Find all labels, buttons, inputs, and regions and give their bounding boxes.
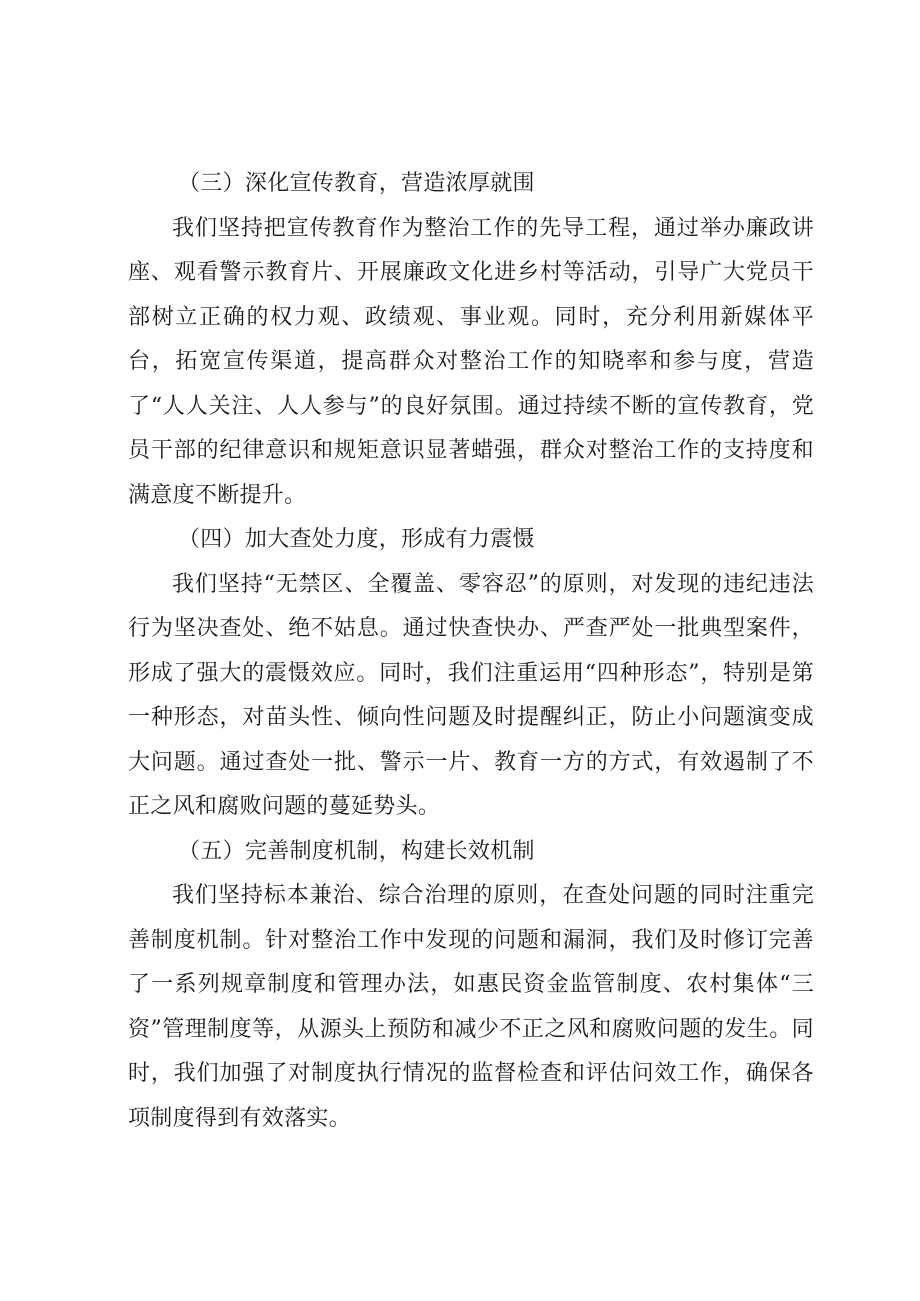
section-paragraph-4: 我们坚持“无禁区、全覆盖、零容忍”的原则，对发现的违纪违法行为坚决查处、绝不姑息。通过快查快办、严查严处一批典型案件，形成了强大的震慑效应。同时，我们注重运用“四种形态”，特别是第一种形态，对苗头性、倾向性问题及时提醒纠正，防止小问题演变成大问题。通过查处一批、警示一片、教育一方的方式，有效遏制了不正之风和腐败问题的蔓延势头。	[128, 571, 814, 819]
section-heading-4: （四）加大查处力度，形成有力震慑	[178, 527, 535, 552]
section-heading-3: （三）深化宣传教育，营造浓厚就围	[178, 171, 535, 196]
section-paragraph-5: 我们坚持标本兼治、综合治理的原则，在查处问题的同时注重完善制度机制。针对整治工作中发现的问题和漏洞，我们及时修订完善了一系列规章制度和管理办法，如惠民资金监管制度、农村集体“三资”管理制度等，从源头上预防和减少不正之风和腐败问题的发生。同时，我们加强了对制度执行情况的监督检查和评估问效工作，确保各项制度得到有效落实。	[128, 883, 814, 1131]
section-paragraph-3: 我们坚持把宣传教育作为整治工作的先导工程，通过举办廉政讲座、观看警示教育片、开展廉政文化进乡村等活动，引导广大党员干部树立正确的权力观、政绩观、事业观。同时，充分利用新媒体平台，拓宽宣传渠道，提高群众对整治工作的知晓率和参与度，营造了“人人关注、人人参与”的良好氛围。通过持续不断的宣传教育，党员干部的纪律意识和规矩意识显著蜡强，群众对整治工作的支持度和满意度不断提升。	[128, 215, 814, 508]
section-heading-5: （五）完善制度机制，构建长效机制	[178, 838, 535, 864]
document-body	[128, 162, 814, 1141]
